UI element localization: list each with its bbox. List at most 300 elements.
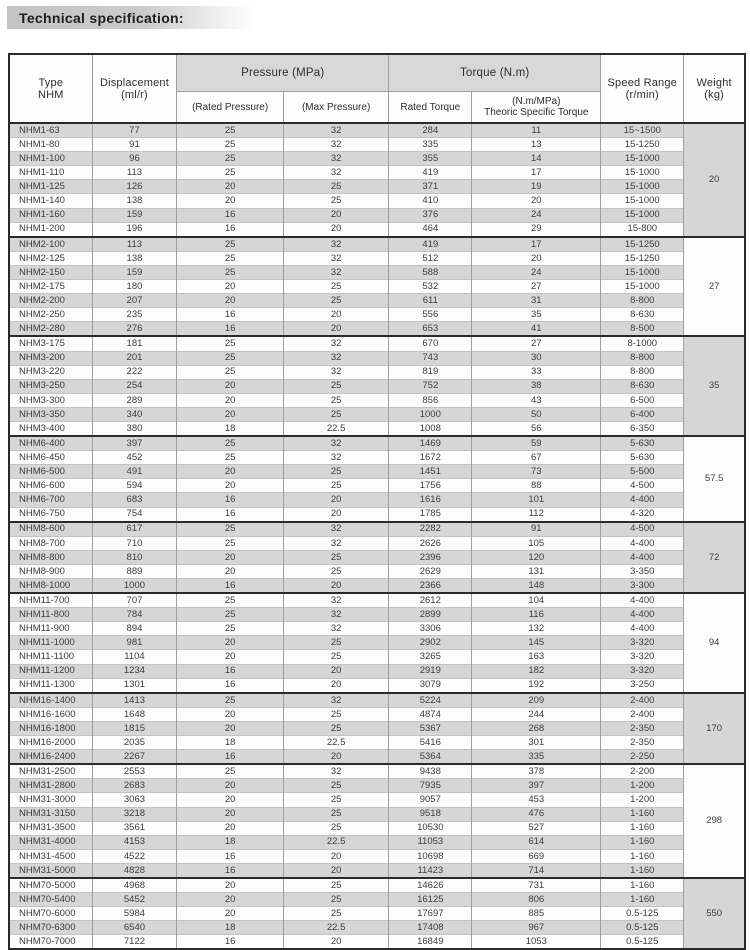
- value-cell: 25: [284, 793, 389, 807]
- value-cell: 25: [284, 707, 389, 721]
- value-cell: 378: [472, 764, 601, 779]
- value-cell: 2035: [92, 736, 177, 750]
- value-cell: 1-200: [601, 779, 684, 793]
- value-cell: 16: [177, 507, 284, 522]
- value-cell: 159: [92, 208, 177, 222]
- value-cell: 3-320: [601, 650, 684, 664]
- value-cell: 5367: [389, 721, 472, 735]
- table-row: [9, 921, 745, 935]
- type-cell: NHM2-200: [9, 294, 92, 308]
- type-cell: NHM8-1000: [9, 579, 92, 594]
- type-cell: NHM11-900: [9, 622, 92, 636]
- value-cell: 707: [92, 593, 177, 608]
- type-cell: NHM70-5000: [9, 878, 92, 893]
- value-cell: 25: [177, 123, 284, 138]
- value-cell: 1413: [92, 693, 177, 708]
- value-cell: 22.5: [284, 835, 389, 849]
- type-cell: NHM6-400: [9, 436, 92, 451]
- value-cell: 556: [389, 308, 472, 322]
- table-row: [9, 678, 745, 693]
- value-cell: 20: [177, 893, 284, 907]
- value-cell: 25: [284, 280, 389, 294]
- value-cell: 33: [472, 365, 601, 379]
- value-cell: 4-400: [601, 608, 684, 622]
- col-header-speed-line1: Speed Range: [607, 76, 677, 89]
- value-cell: 201: [92, 351, 177, 365]
- value-cell: 15-1250: [601, 138, 684, 152]
- value-cell: 25: [284, 194, 389, 208]
- value-cell: 145: [472, 636, 601, 650]
- type-cell: NHM6-600: [9, 479, 92, 493]
- value-cell: 32: [284, 351, 389, 365]
- value-cell: 32: [284, 152, 389, 166]
- value-cell: 88: [472, 479, 601, 493]
- value-cell: 20: [177, 878, 284, 893]
- value-cell: 30: [472, 351, 601, 365]
- value-cell: 301: [472, 736, 601, 750]
- value-cell: 25: [177, 152, 284, 166]
- weight-cell: 94: [684, 593, 745, 693]
- value-cell: 17697: [389, 907, 472, 921]
- value-cell: 894: [92, 622, 177, 636]
- value-cell: 2282: [389, 522, 472, 537]
- value-cell: 2899: [389, 608, 472, 622]
- weight-cell: 57.5: [684, 436, 745, 522]
- value-cell: 20: [284, 750, 389, 765]
- value-cell: 25: [177, 622, 284, 636]
- value-cell: 2626: [389, 536, 472, 550]
- value-cell: 1-160: [601, 807, 684, 821]
- value-cell: 397: [472, 779, 601, 793]
- value-cell: 2902: [389, 636, 472, 650]
- type-cell: NHM1-63: [9, 123, 92, 138]
- value-cell: 18: [177, 736, 284, 750]
- type-cell: NHM2-280: [9, 322, 92, 337]
- col-header-speed-line2: (r/min): [625, 88, 659, 101]
- type-cell: NHM6-700: [9, 493, 92, 507]
- value-cell: 5-630: [601, 436, 684, 451]
- table-row: [9, 893, 745, 907]
- value-cell: 1104: [92, 650, 177, 664]
- value-cell: 17: [472, 237, 601, 252]
- value-cell: 15-1000: [601, 180, 684, 194]
- type-cell: NHM11-800: [9, 608, 92, 622]
- value-cell: 4874: [389, 707, 472, 721]
- weight-cell: 27: [684, 237, 745, 337]
- value-cell: 1-160: [601, 863, 684, 878]
- value-cell: 20: [177, 393, 284, 407]
- value-cell: 2-400: [601, 707, 684, 721]
- section-title-bar: [7, 6, 255, 29]
- value-cell: 3306: [389, 622, 472, 636]
- value-cell: 222: [92, 365, 177, 379]
- value-cell: 25: [284, 878, 389, 893]
- value-cell: 20: [177, 779, 284, 793]
- value-cell: 22.5: [284, 421, 389, 436]
- value-cell: 335: [472, 750, 601, 765]
- value-cell: 20: [177, 294, 284, 308]
- value-cell: 20: [284, 507, 389, 522]
- value-cell: 5984: [92, 907, 177, 921]
- value-cell: 25: [284, 294, 389, 308]
- value-cell: 1-160: [601, 835, 684, 849]
- value-cell: 32: [284, 593, 389, 608]
- value-cell: 653: [389, 322, 472, 337]
- col-header-torque-group: Torque (N.m): [389, 54, 601, 92]
- type-cell: NHM11-1100: [9, 650, 92, 664]
- value-cell: 16849: [389, 935, 472, 950]
- table-row: [9, 764, 745, 779]
- value-cell: 77: [92, 123, 177, 138]
- value-cell: 32: [284, 536, 389, 550]
- weight-cell: 550: [684, 878, 745, 949]
- type-cell: NHM3-350: [9, 407, 92, 421]
- table-row: [9, 736, 745, 750]
- value-cell: 20: [284, 579, 389, 594]
- value-cell: 101: [472, 493, 601, 507]
- type-cell: NHM6-500: [9, 465, 92, 479]
- type-cell: NHM3-400: [9, 421, 92, 436]
- type-cell: NHM2-100: [9, 237, 92, 252]
- type-cell: NHM8-900: [9, 564, 92, 578]
- value-cell: 376: [389, 208, 472, 222]
- value-cell: 754: [92, 507, 177, 522]
- type-cell: NHM1-140: [9, 194, 92, 208]
- table-row: [9, 138, 745, 152]
- table-row: [9, 194, 745, 208]
- table-row: [9, 821, 745, 835]
- value-cell: 16: [177, 678, 284, 693]
- value-cell: 59: [472, 436, 601, 451]
- value-cell: 20: [284, 208, 389, 222]
- value-cell: 15-1000: [601, 265, 684, 279]
- type-cell: NHM16-1800: [9, 721, 92, 735]
- value-cell: 163: [472, 650, 601, 664]
- value-cell: 4522: [92, 849, 177, 863]
- table-row: [9, 351, 745, 365]
- value-cell: 614: [472, 835, 601, 849]
- table-row: [9, 863, 745, 878]
- value-cell: 268: [472, 721, 601, 735]
- table-row: [9, 393, 745, 407]
- value-cell: 25: [284, 807, 389, 821]
- value-cell: 148: [472, 579, 601, 594]
- type-cell: NHM31-4000: [9, 835, 92, 849]
- value-cell: 16: [177, 322, 284, 337]
- value-cell: 112: [472, 507, 601, 522]
- value-cell: 192: [472, 678, 601, 693]
- value-cell: 15-1250: [601, 251, 684, 265]
- type-cell: NHM1-100: [9, 152, 92, 166]
- value-cell: 15-1000: [601, 152, 684, 166]
- value-cell: 8-1000: [601, 336, 684, 351]
- table-row: [9, 579, 745, 594]
- value-cell: 1234: [92, 664, 177, 678]
- value-cell: 4-500: [601, 479, 684, 493]
- value-cell: 126: [92, 180, 177, 194]
- value-cell: 16: [177, 222, 284, 237]
- value-cell: 8-800: [601, 365, 684, 379]
- type-cell: NHM31-5000: [9, 863, 92, 878]
- value-cell: 25: [177, 764, 284, 779]
- page-title: Technical specification:: [19, 9, 184, 26]
- value-cell: 196: [92, 222, 177, 237]
- value-cell: 113: [92, 237, 177, 252]
- value-cell: 6-350: [601, 421, 684, 436]
- value-cell: 209: [472, 693, 601, 708]
- value-cell: 10698: [389, 849, 472, 863]
- value-cell: 20: [472, 251, 601, 265]
- value-cell: 3-250: [601, 678, 684, 693]
- value-cell: 32: [284, 693, 389, 708]
- value-cell: 20: [284, 493, 389, 507]
- table-row: [9, 622, 745, 636]
- table-row: [9, 878, 745, 893]
- value-cell: 32: [284, 522, 389, 537]
- table-row: [9, 707, 745, 721]
- value-cell: 452: [92, 451, 177, 465]
- value-cell: 32: [284, 608, 389, 622]
- type-cell: NHM2-150: [9, 265, 92, 279]
- value-cell: 3-320: [601, 636, 684, 650]
- value-cell: 25: [284, 821, 389, 835]
- value-cell: 0.5-125: [601, 935, 684, 950]
- value-cell: 20: [177, 194, 284, 208]
- type-cell: NHM1-125: [9, 180, 92, 194]
- value-cell: 32: [284, 237, 389, 252]
- value-cell: 25: [284, 907, 389, 921]
- type-cell: NHM31-2800: [9, 779, 92, 793]
- value-cell: 340: [92, 407, 177, 421]
- value-cell: 1648: [92, 707, 177, 721]
- value-cell: 669: [472, 849, 601, 863]
- type-cell: NHM11-1000: [9, 636, 92, 650]
- table-row: [9, 849, 745, 863]
- value-cell: 32: [284, 365, 389, 379]
- value-cell: 138: [92, 194, 177, 208]
- value-cell: 4-400: [601, 536, 684, 550]
- value-cell: 2-200: [601, 764, 684, 779]
- value-cell: 617: [92, 522, 177, 537]
- col-header-weight-line1: Weight: [696, 76, 732, 89]
- value-cell: 138: [92, 251, 177, 265]
- value-cell: 25: [177, 365, 284, 379]
- value-cell: 4-500: [601, 522, 684, 537]
- value-cell: 91: [472, 522, 601, 537]
- table-row: [9, 593, 745, 608]
- table-row: [9, 421, 745, 436]
- value-cell: 25: [284, 465, 389, 479]
- technical-specification-table: [8, 53, 746, 950]
- value-cell: 0.5-125: [601, 907, 684, 921]
- value-cell: 2683: [92, 779, 177, 793]
- value-cell: 981: [92, 636, 177, 650]
- value-cell: 25: [284, 564, 389, 578]
- value-cell: 20: [177, 821, 284, 835]
- value-cell: 819: [389, 365, 472, 379]
- type-cell: NHM31-4500: [9, 849, 92, 863]
- col-header-speed-range: [601, 54, 684, 123]
- value-cell: 15-1250: [601, 237, 684, 252]
- value-cell: 41: [472, 322, 601, 337]
- value-cell: 6540: [92, 921, 177, 935]
- value-cell: 4828: [92, 863, 177, 878]
- value-cell: 4-320: [601, 507, 684, 522]
- value-cell: 20: [177, 280, 284, 294]
- value-cell: 20: [177, 180, 284, 194]
- value-cell: 43: [472, 393, 601, 407]
- value-cell: 20: [177, 564, 284, 578]
- value-cell: 3265: [389, 650, 472, 664]
- value-cell: 7935: [389, 779, 472, 793]
- type-cell: NHM8-700: [9, 536, 92, 550]
- type-cell: NHM31-2500: [9, 764, 92, 779]
- value-cell: 4-400: [601, 550, 684, 564]
- value-cell: 180: [92, 280, 177, 294]
- value-cell: 1-160: [601, 849, 684, 863]
- value-cell: 131: [472, 564, 601, 578]
- value-cell: 532: [389, 280, 472, 294]
- value-cell: 20: [177, 636, 284, 650]
- type-cell: NHM11-1300: [9, 678, 92, 693]
- table-row: [9, 479, 745, 493]
- table-row: [9, 451, 745, 465]
- value-cell: 25: [177, 536, 284, 550]
- type-cell: NHM6-450: [9, 451, 92, 465]
- type-cell: NHM1-110: [9, 166, 92, 180]
- table-row: [9, 308, 745, 322]
- value-cell: 3079: [389, 678, 472, 693]
- value-cell: 3-300: [601, 579, 684, 594]
- value-cell: 889: [92, 564, 177, 578]
- type-cell: NHM6-750: [9, 507, 92, 522]
- value-cell: 20: [284, 322, 389, 337]
- value-cell: 20: [284, 222, 389, 237]
- table-row: [9, 522, 745, 537]
- table-row: [9, 237, 745, 252]
- value-cell: 527: [472, 821, 601, 835]
- value-cell: 14626: [389, 878, 472, 893]
- value-cell: 20: [284, 678, 389, 693]
- type-cell: NHM16-1600: [9, 707, 92, 721]
- table-row: [9, 935, 745, 950]
- type-cell: NHM1-80: [9, 138, 92, 152]
- type-cell: NHM1-200: [9, 222, 92, 237]
- value-cell: 5416: [389, 736, 472, 750]
- value-cell: 2267: [92, 750, 177, 765]
- value-cell: 18: [177, 421, 284, 436]
- value-cell: 4-400: [601, 493, 684, 507]
- value-cell: 710: [92, 536, 177, 550]
- type-cell: NHM3-300: [9, 393, 92, 407]
- value-cell: 20: [177, 907, 284, 921]
- table-row: [9, 536, 745, 550]
- value-cell: 1053: [472, 935, 601, 950]
- value-cell: 810: [92, 550, 177, 564]
- value-cell: 276: [92, 322, 177, 337]
- table-row: [9, 336, 745, 351]
- type-cell: NHM3-175: [9, 336, 92, 351]
- value-cell: 20: [284, 935, 389, 950]
- value-cell: 1756: [389, 479, 472, 493]
- type-cell: NHM1-160: [9, 208, 92, 222]
- value-cell: 670: [389, 336, 472, 351]
- table-row: [9, 779, 745, 793]
- value-cell: 182: [472, 664, 601, 678]
- table-row: [9, 365, 745, 379]
- col-header-specific-torque-line2: Theoric Specific Torque: [484, 107, 589, 118]
- value-cell: 16: [177, 935, 284, 950]
- col-header-weight: [684, 54, 745, 123]
- value-cell: 5364: [389, 750, 472, 765]
- value-cell: 8-800: [601, 351, 684, 365]
- value-cell: 15-1000: [601, 194, 684, 208]
- type-cell: NHM2-175: [9, 280, 92, 294]
- value-cell: 16: [177, 750, 284, 765]
- value-cell: 1-160: [601, 893, 684, 907]
- value-cell: 15-1000: [601, 166, 684, 180]
- value-cell: 32: [284, 265, 389, 279]
- value-cell: 683: [92, 493, 177, 507]
- value-cell: 1-160: [601, 821, 684, 835]
- value-cell: 2-350: [601, 736, 684, 750]
- value-cell: 25: [284, 479, 389, 493]
- value-cell: 4153: [92, 835, 177, 849]
- table-row: [9, 280, 745, 294]
- value-cell: 20: [177, 807, 284, 821]
- value-cell: 611: [389, 294, 472, 308]
- value-cell: 16: [177, 308, 284, 322]
- table-row: [9, 493, 745, 507]
- value-cell: 594: [92, 479, 177, 493]
- value-cell: 453: [472, 793, 601, 807]
- table-row: [9, 664, 745, 678]
- value-cell: 1815: [92, 721, 177, 735]
- table-row: [9, 322, 745, 337]
- value-cell: 11: [472, 123, 601, 138]
- value-cell: 25: [284, 550, 389, 564]
- table-row: [9, 265, 745, 279]
- value-cell: 32: [284, 336, 389, 351]
- table-row: [9, 835, 745, 849]
- weight-cell: 298: [684, 764, 745, 878]
- type-cell: NHM3-250: [9, 379, 92, 393]
- value-cell: 8-630: [601, 308, 684, 322]
- col-header-specific-torque-line1: (N.m/MPa): [512, 95, 561, 107]
- table-row: [9, 807, 745, 821]
- value-cell: 32: [284, 123, 389, 138]
- value-cell: 24: [472, 208, 601, 222]
- col-header-max-pressure: (Max Pressure): [284, 92, 389, 124]
- value-cell: 1451: [389, 465, 472, 479]
- value-cell: 743: [389, 351, 472, 365]
- type-cell: NHM8-600: [9, 522, 92, 537]
- value-cell: 16: [177, 664, 284, 678]
- type-cell: NHM16-2400: [9, 750, 92, 765]
- value-cell: 410: [389, 194, 472, 208]
- value-cell: 419: [389, 237, 472, 252]
- value-cell: 2366: [389, 579, 472, 594]
- value-cell: 967: [472, 921, 601, 935]
- value-cell: 181: [92, 336, 177, 351]
- value-cell: 7122: [92, 935, 177, 950]
- value-cell: 16: [177, 208, 284, 222]
- value-cell: 5452: [92, 893, 177, 907]
- value-cell: 2-250: [601, 750, 684, 765]
- table-row: [9, 650, 745, 664]
- value-cell: 464: [389, 222, 472, 237]
- type-cell: NHM70-6300: [9, 921, 92, 935]
